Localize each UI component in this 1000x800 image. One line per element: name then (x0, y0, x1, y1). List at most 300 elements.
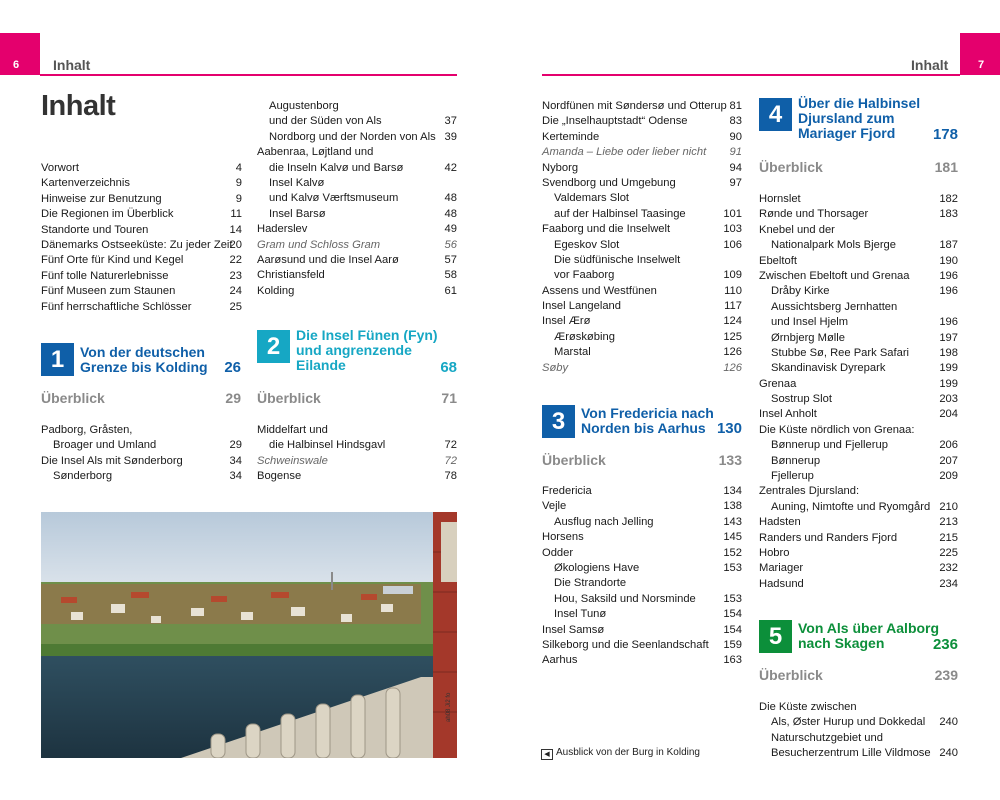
toc-entry-title: Søby (542, 361, 569, 374)
toc-entry-title: und Kalvø Værftsmuseum (269, 192, 399, 205)
toc-entry-title: Auning, Nimtofte und Ryomgård (771, 500, 931, 513)
toc-entry-page: 209 (939, 470, 958, 483)
toc-entry-title: Schweinswale (257, 454, 328, 467)
column-3-list (542, 99, 742, 376)
toc-entry-page: 232 (939, 562, 958, 575)
toc-entry-title: Hinweise zur Benutzung (41, 192, 162, 205)
toc-entry-page: 101 (723, 207, 742, 220)
toc-entry-title: Insel Langeland (542, 300, 622, 313)
toc-entry-page: 198 (939, 346, 958, 359)
toc-entry[interactable] (257, 145, 457, 160)
toc-entry[interactable] (542, 330, 742, 345)
toc-entry[interactable] (759, 731, 958, 746)
chapter-5-overview[interactable] (759, 667, 958, 687)
toc-entry[interactable] (759, 423, 958, 438)
toc-entry-page: 56 (444, 238, 457, 251)
toc-entry-page: 196 (939, 269, 958, 282)
toc-entry[interactable] (41, 253, 242, 268)
chapter-5-entries (759, 700, 958, 762)
toc-entry-sidebar[interactable] (542, 145, 742, 160)
toc-entry-page: 23 (229, 269, 242, 282)
left-header-rule (40, 74, 457, 76)
overview-page: 239 (934, 667, 958, 683)
chapter-5-heading[interactable] (759, 620, 958, 653)
camera-icon: ◀ (541, 749, 553, 760)
toc-entry[interactable] (41, 192, 242, 207)
toc-entry-page: 190 (939, 254, 958, 267)
toc-entry-title: Die Küste zwischen (759, 701, 857, 713)
toc-entry-title: die Halbinsel Hindsgavl (269, 439, 386, 452)
toc-entry-page: 109 (723, 269, 742, 282)
stone-pillar (441, 522, 457, 582)
toc-entry-title: Kerteminde (542, 130, 600, 143)
toc-entry[interactable] (257, 207, 457, 222)
toc-entry-title: Stubbe Sø, Ree Park Safari (771, 346, 910, 359)
toc-entry-page: 72 (444, 439, 457, 452)
toc-entry-title: Die Küste nördlich von Grenaa: (759, 423, 915, 436)
chapter-number-badge: 1 (41, 343, 74, 376)
toc-entry-title: Dänemarks Ostseeküste: Zu jeder Zeit (41, 238, 233, 251)
toc-entry-title: die Inseln Kalvø und Barsø (269, 161, 404, 174)
toc-entry[interactable] (257, 161, 457, 176)
toc-entry[interactable] (759, 254, 958, 269)
right-running-head: Inhalt (911, 57, 949, 73)
toc-entry[interactable] (542, 314, 742, 329)
toc-entry-page: 183 (939, 208, 958, 221)
toc-entry-page: 153 (723, 561, 742, 574)
toc-entry[interactable] (257, 253, 457, 268)
chapter-number-badge: 5 (759, 620, 792, 653)
toc-entry-title: Ærøskøbing (554, 330, 615, 343)
toc-entry-page: 203 (939, 393, 958, 406)
toc-entry-title: Als, Øster Hurup und Dokkedal (771, 716, 926, 729)
toc-entry[interactable] (542, 515, 742, 530)
toc-entry-title: Die Strandorte (554, 577, 627, 590)
toc-entry[interactable] (542, 561, 742, 576)
left-page-number: 6 (13, 59, 20, 71)
toc-entry-page: 163 (723, 654, 742, 667)
toc-entry[interactable] (542, 499, 742, 514)
toc-entry-title: Haderslev (257, 223, 308, 236)
toc-entry-page: 225 (939, 546, 958, 559)
toc-entry[interactable] (257, 469, 457, 484)
toc-entry[interactable] (41, 269, 242, 284)
toc-entry-title: Grenaa (759, 377, 797, 390)
chapter-number-badge: 4 (759, 98, 792, 131)
toc-entry-title: Fünf herrschaftliche Schlösser (41, 300, 192, 313)
toc-entry-page: 204 (939, 408, 958, 421)
toc-entry-title: Die südfünische Inselwelt (554, 253, 681, 266)
toc-entry-title: und der Süden von Als (269, 115, 382, 128)
chapter-title-line: Norden bis Aarhus (581, 420, 706, 436)
toc-entry-page: 126 (723, 346, 742, 359)
toc-entry-title: Zwischen Ebeltoft und Grenaa (759, 269, 910, 282)
column-2-list (257, 99, 457, 299)
toc-entry-title: Die Insel Als mit Sønderborg (41, 454, 183, 467)
chapter-number-badge: 2 (257, 330, 290, 363)
toc-entry[interactable] (759, 392, 958, 407)
toc-entry-page: 215 (939, 531, 958, 544)
left-running-head: Inhalt (53, 57, 91, 73)
toc-entry[interactable] (759, 407, 958, 422)
toc-entry-title: Silkeborg und die Seenlandschaft (542, 638, 709, 651)
overview-page: 29 (225, 390, 241, 406)
chapter-title-line: Djursland zum (798, 110, 895, 126)
right-header-rule (542, 74, 960, 76)
chapter-title-line: nach Skagen (798, 635, 885, 651)
toc-entry-title: Hobro (759, 546, 790, 559)
toc-entry-title: Ebeltoft (759, 254, 797, 267)
toc-entry-title: Christiansfeld (257, 269, 325, 282)
toc-entry[interactable] (759, 377, 958, 392)
toc-entry-page: 34 (229, 470, 242, 483)
toc-entry[interactable] (542, 592, 742, 607)
toc-entry-title: auf der Halbinsel Taasinge (554, 207, 686, 220)
toc-entry-title: Fredericia (542, 485, 592, 497)
toc-entry-title: Besucherzentrum Lille Vildmose (771, 747, 931, 760)
toc-entry[interactable] (257, 222, 457, 237)
chapter-page: 236 (932, 636, 958, 653)
toc-entry[interactable] (542, 99, 742, 114)
toc-entry[interactable] (759, 546, 958, 561)
toc-entry-title: Ørnbjerg Mølle (771, 331, 845, 344)
toc-entry-title: Aarøsund und die Insel Aarø (257, 253, 399, 266)
toc-entry-page: 14 (229, 223, 242, 236)
chapter-title-line: Von der deutschen (80, 344, 205, 360)
toc-entry[interactable] (759, 361, 958, 376)
toc-entry[interactable] (759, 223, 958, 238)
toc-entry[interactable] (542, 191, 742, 206)
toc-entry[interactable] (41, 223, 242, 238)
toc-entry[interactable] (542, 238, 742, 253)
toc-entry[interactable] (41, 207, 242, 222)
toc-entry[interactable] (542, 284, 742, 299)
toc-entry-title: Kartenverzeichnis (41, 177, 130, 190)
toc-entry-page: 117 (724, 300, 742, 313)
toc-entry[interactable] (41, 161, 242, 176)
toc-entry-title: Kolding (257, 284, 295, 297)
toc-entry-title: Nordborg und der Norden von Als (269, 130, 436, 143)
chapter-4-entries (759, 192, 958, 592)
toc-entry[interactable] (542, 653, 742, 668)
toc-entry[interactable] (41, 454, 242, 469)
toc-entry[interactable] (542, 530, 742, 545)
toc-entry-title: Sønderborg (53, 470, 113, 483)
toc-entry-title: Nyborg (542, 161, 579, 174)
toc-entry-title: Fjellerup (771, 470, 814, 483)
toc-entry[interactable] (257, 284, 457, 299)
toc-entry[interactable] (542, 176, 742, 191)
overview-label: Überblick (41, 390, 105, 406)
toc-entry-title: Fünf Orte für Kind und Kegel (41, 254, 184, 267)
chapter-title-line: Grenze bis Kolding (80, 359, 208, 375)
toc-entry-page: 24 (229, 285, 242, 298)
toc-entry-page: 90 (729, 130, 742, 143)
chapter-title-line: Die Insel Fünen (Fyn) (296, 327, 438, 343)
toc-entry-page: 22 (229, 254, 242, 267)
toc-entry[interactable] (759, 715, 958, 730)
toc-entry-title: Dråby Kirke (771, 285, 830, 298)
toc-entry[interactable] (759, 300, 958, 315)
toc-entry[interactable] (542, 484, 742, 499)
photo-caption-text: Ausblick von der Burg in Kolding (556, 747, 700, 758)
toc-entry-title: Fünf Museen zum Staunen (41, 285, 176, 298)
toc-entry[interactable] (759, 561, 958, 576)
toc-entry[interactable] (759, 284, 958, 299)
toc-entry-title: Bogense (257, 470, 302, 483)
chapter-number-badge: 3 (542, 405, 575, 438)
toc-entry-sidebar[interactable] (257, 238, 457, 253)
toc-entry-page: 207 (939, 454, 958, 467)
chapter-title-line: Von Fredericia nach (581, 405, 714, 421)
toc-entry-title: Svendborg und Umgebung (542, 176, 676, 189)
toc-entry[interactable] (257, 191, 457, 206)
toc-entry[interactable] (257, 99, 457, 114)
toc-entry[interactable] (41, 284, 242, 299)
toc-entry-page: 234 (939, 577, 958, 590)
toc-entry-title: Mariager (759, 562, 804, 575)
toc-entry-title: Horsens (542, 531, 584, 544)
toc-entry-page: 134 (723, 485, 742, 497)
photo-caption (541, 747, 700, 760)
toc-entry-page: 196 (939, 285, 958, 298)
toc-entry[interactable] (257, 130, 457, 145)
toc-entry[interactable] (759, 238, 958, 253)
toc-entry[interactable] (257, 423, 457, 438)
chapter-2-overview[interactable] (257, 390, 457, 410)
toc-entry-page: 61 (444, 284, 457, 297)
toc-entry[interactable] (41, 238, 242, 253)
toc-entry[interactable] (759, 577, 958, 592)
shore-trees (41, 644, 457, 658)
toc-entry-title: Egeskov Slot (554, 238, 620, 251)
toc-entry-title: Insel Anholt (759, 408, 817, 421)
toc-entry[interactable] (759, 531, 958, 546)
toc-entry[interactable] (759, 746, 958, 761)
left-page-number-box (0, 33, 40, 75)
toc-entry-page: 110 (724, 284, 742, 297)
toc-entry-title: Augustenborg (269, 100, 339, 112)
toc-entry[interactable] (542, 546, 742, 561)
chapter-title-line: Mariager Fjord (798, 125, 896, 141)
toc-entry-title: Rønde und Thorsager (759, 208, 869, 221)
toc-entry-page: 196 (939, 316, 958, 329)
toc-entry-title: Hadsund (759, 577, 804, 590)
toc-entry[interactable] (542, 130, 742, 145)
toc-entry-title: Økologiens Have (554, 561, 640, 574)
toc-entry-title: vor Faaborg (554, 269, 615, 282)
toc-entry-page: 159 (723, 638, 742, 651)
toc-entry-page: 97 (729, 176, 742, 189)
toc-entry-page: 197 (939, 331, 958, 344)
toc-entry[interactable] (257, 438, 457, 453)
toc-entry[interactable] (759, 500, 958, 515)
toc-entry-page: 48 (444, 207, 457, 220)
chapter-3-overview[interactable] (542, 452, 742, 472)
chapter-page: 68 (440, 359, 457, 376)
toc-entry-page: 37 (444, 115, 457, 128)
toc-entry-title: Standorte und Touren (41, 223, 149, 236)
toc-entry-page: 20 (229, 238, 242, 251)
photo-credit: ah08 Ji2 fo (446, 692, 452, 722)
toc-entry-title: Padborg, Gråsten, (41, 424, 133, 436)
toc-entry-title: Odder (542, 546, 574, 559)
toc-entry[interactable] (41, 469, 242, 484)
chapter-2-heading[interactable] (257, 328, 457, 376)
toc-entry[interactable] (759, 315, 958, 330)
toc-entry[interactable] (759, 192, 958, 207)
toc-entry-page: 154 (723, 623, 742, 636)
toc-entry[interactable] (542, 607, 742, 622)
toc-entry[interactable] (542, 268, 742, 283)
chapter-title-line: und angrenzende (296, 342, 412, 358)
toc-entry[interactable] (542, 222, 742, 237)
toc-entry-title: Die Regionen im Überblick (41, 208, 174, 221)
chapter-3-heading[interactable] (542, 405, 742, 438)
overview-label: Überblick (759, 667, 823, 683)
toc-entry-title: Ausflug nach Jelling (554, 515, 654, 528)
toc-entry-page: 25 (229, 300, 242, 313)
toc-entry-title: Fünf tolle Naturerlebnisse (41, 269, 169, 282)
overview-page: 71 (441, 390, 457, 406)
toc-entry-title: Die „Inselhauptstadt“ Odense (542, 115, 688, 128)
toc-entry-title: Zentrales Djursland: (759, 485, 860, 498)
toc-entry[interactable] (759, 454, 958, 469)
kolding-photo (41, 512, 457, 758)
toc-entry-title: Nationalpark Mols Bjerge (771, 239, 896, 252)
overview-label: Überblick (759, 159, 823, 175)
toc-entry[interactable] (542, 207, 742, 222)
toc-entry-page: 11 (230, 208, 242, 221)
toc-entry-page: 106 (723, 238, 742, 251)
toc-entry-title: Insel Tunø (554, 608, 607, 621)
toc-entry[interactable] (759, 515, 958, 530)
toc-entry[interactable] (542, 114, 742, 129)
toc-entry-page: 48 (444, 192, 457, 205)
toc-entry[interactable] (759, 331, 958, 346)
toc-entry[interactable] (759, 346, 958, 361)
overview-label: Überblick (542, 452, 606, 468)
toc-entry[interactable] (542, 623, 742, 638)
toc-entry-title: Randers und Randers Fjord (759, 531, 898, 544)
toc-entry-page: 78 (444, 470, 457, 483)
toc-entry-page: 49 (444, 223, 457, 236)
toc-entry-title: Knebel und der (759, 223, 835, 236)
right-page-number-box (960, 33, 1000, 75)
toc-entry-title: und Insel Hjelm (771, 316, 849, 329)
toc-entry-title: Hou, Saksild und Norsminde (554, 592, 696, 605)
chapter-title-line: Von Als über Aalborg (798, 620, 940, 636)
overview-page: 181 (934, 159, 958, 175)
toc-entry-page: 57 (444, 253, 457, 266)
toc-entry-title: Skandinavisk Dyrepark (771, 362, 886, 375)
toc-entry[interactable] (41, 300, 242, 315)
toc-entry-title: Bønnerup und Fjellerup (771, 439, 888, 452)
chapter-4-heading[interactable] (759, 96, 958, 144)
chapter-page: 130 (716, 420, 742, 437)
factory-building (383, 586, 413, 594)
toc-entry-sidebar[interactable] (542, 361, 742, 376)
toc-entry-title: Aarhus (542, 654, 578, 667)
toc-entry[interactable] (542, 299, 742, 314)
chapter-title-line: Über die Halbinsel (798, 95, 921, 111)
toc-entry[interactable] (542, 638, 742, 653)
toc-entry[interactable] (542, 253, 742, 268)
toc-entry[interactable] (257, 114, 457, 129)
toc-entry-sidebar[interactable] (257, 454, 457, 469)
toc-entry-page: 210 (939, 500, 958, 513)
overview-label: Überblick (257, 390, 321, 406)
toc-entry-page: 152 (723, 546, 742, 559)
toc-entry-title: Vorwort (41, 162, 79, 174)
toc-entry[interactable] (257, 176, 457, 191)
toc-entry-page: 153 (723, 592, 742, 605)
chapter-4-overview[interactable] (759, 159, 958, 179)
toc-entry[interactable] (41, 423, 242, 438)
toc-entry-title: Middelfart und (257, 424, 328, 436)
toc-entry-title: Insel Ærø (542, 315, 591, 328)
toc-entry-page: 138 (723, 500, 742, 513)
toc-entry-title: Faaborg und die Inselwelt (542, 223, 671, 236)
toc-entry[interactable] (41, 176, 242, 191)
toc-entry-title: Insel Barsø (269, 207, 326, 220)
chapter-page: 26 (224, 359, 241, 376)
chapter-2-entries (257, 423, 457, 485)
toc-entry[interactable] (542, 576, 742, 591)
toc-entry[interactable] (759, 700, 958, 715)
toc-entry[interactable] (759, 269, 958, 284)
toc-entry[interactable] (759, 438, 958, 453)
chapter-1-entries (41, 423, 242, 485)
toc-entry-page: 91 (729, 146, 742, 159)
toc-entry[interactable] (257, 268, 457, 283)
toc-entry-title: Insel Samsø (542, 623, 605, 636)
toc-entry-page: 72 (444, 454, 457, 467)
toc-entry-page: 143 (723, 515, 742, 528)
chimney (331, 572, 333, 590)
toc-entry[interactable] (759, 469, 958, 484)
toc-entry-title: Hornslet (759, 193, 801, 205)
page-title: Inhalt (41, 90, 116, 122)
chapter-title-line: Eilande (296, 357, 346, 373)
toc-entry-page: 240 (939, 747, 958, 760)
toc-entry[interactable] (542, 345, 742, 360)
chapter-1-heading[interactable] (41, 343, 241, 376)
toc-entry-title: Bønnerup (771, 454, 821, 467)
toc-entry-title: Valdemars Slot (554, 192, 630, 205)
toc-entry-page: 29 (229, 439, 242, 452)
toc-entry[interactable] (542, 161, 742, 176)
toc-entry-page: 81 (729, 100, 742, 112)
toc-entry[interactable] (759, 484, 958, 499)
toc-entry-page: 42 (444, 161, 457, 174)
toc-entry[interactable] (759, 207, 958, 222)
toc-entry-title: Vejle (542, 500, 567, 513)
toc-entry-title: Nordfünen mit Søndersø und Otterup (542, 100, 727, 112)
intro-list (41, 161, 242, 315)
toc-entry-page: 213 (939, 516, 958, 529)
toc-entry[interactable] (41, 438, 242, 453)
toc-entry-page: 124 (723, 315, 742, 328)
toc-entry-page: 187 (939, 239, 958, 252)
toc-entry-page: 145 (723, 531, 742, 544)
overview-page: 133 (718, 452, 742, 468)
toc-entry-page: 103 (723, 223, 742, 236)
toc-entry-page: 199 (939, 362, 958, 375)
chapter-1-overview[interactable] (41, 390, 241, 410)
toc-entry-title: Gram und Schloss Gram (257, 238, 381, 251)
toc-entry-title: Sostrup Slot (771, 393, 832, 406)
